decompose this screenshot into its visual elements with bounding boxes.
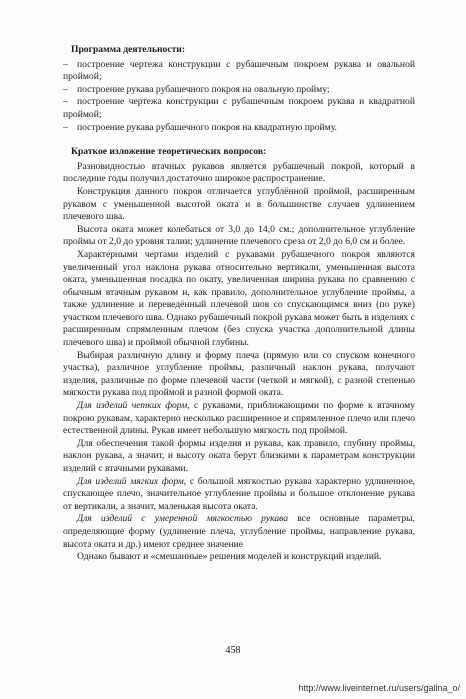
program-item: – построение рукава рубашечного покроя на овальную пройму; — [63, 83, 330, 95]
theory-paragraph: Для обеспечения такой формы изделия и рукава, как правило, глубину проймы, наклон рукава, а значит, и высоту оката берут близкими к параметрам конструкции изделий с втачными рукавами. — [63, 437, 415, 474]
theory-paragraph: Характерными чертами изделий с рукавами рубашечного покроя являются увеличенный угол наклона рукава относительно вертикали, уменьшенная высота оката, уменьшенная посадка по окату, увеличенная ширина рукава по сравнению с обычным втачным рукавом и, как правило, дополнительное углубление проймы, а также удлинение и переведённый плечевой шов со спускающимся вниз (по руке) участком плечевого шва. Однако рубашечный покрой рукава может быть в изделиях с расширенным спрямленным плечом (без спуска участка дополнительной длины плечевого шва) и проймой обычной глубины. — [63, 248, 415, 349]
theory-paragraph: Для изделий четких форм, с рукавами, приближающими по форме к втачному покрою рукавам, характерно несколько расширенное и спрямленное плечо или плечо естественной длины. Рукав имеет небольшую мягкость под проймой. — [63, 400, 416, 437]
theory-paragraph: Для изделий мягких форм, с большой мягкостью рукава характерно удлиненное, спускающее плечо, значительное углубление проймы и большое отклонение рукава от вертикали, а значит, маленькая высота оката. — [63, 475, 415, 512]
theory-paragraph: Однако бывают и «смешанные» решения моделей и конструкций изделий. — [77, 551, 382, 563]
program-item: – построение рукава рубашечного покроя на квадратную пройму. — [63, 121, 337, 133]
theory-title: Краткое изложение теоретических вопросов: — [71, 146, 267, 158]
program-item: – построение чертежа конструкции с рубашечным покроем рукава и квадратной проймой; — [63, 96, 415, 120]
theory-paragraph: Разновидностью втачных рукавов является рубашечный покрой, который в последние годы получил достаточно широкое распространение. — [63, 160, 415, 185]
program-title: Программа деятельности: — [71, 44, 186, 55]
theory-paragraph: Высота оката может колебаться от 3,0 до 14,0 см.; дополнительное углубление проймы от 2,0 до уровня талии; удлинение плечевого среза от 2,0 до 6,0 см и более. — [63, 223, 415, 248]
theory-paragraph: Конструкция данного покроя отличается углублённой проймой, расширенным рукавом с уменьшенной высотой оката и в большинстве случаев удлинением плечевого шва. — [63, 185, 415, 223]
spacer — [63, 134, 415, 146]
theory-paragraph: Для изделий с умеренной мягкостью рукава все основные параметры, определяющие форму (удлинение плеча, углубление проймы, направление рукава, высота оката и др.) имеют среднее значение — [63, 513, 415, 550]
page-number: 458 — [225, 645, 241, 656]
program-item: – построение чертежа конструкции с рубашечным покроем рукава и овальной проймой; — [63, 58, 415, 83]
theory-paragraph: Выбирая различную длину и форму плеча (прямую или со спуском конечного участка), различное углубление проймы, различный наклон рукава, получают изделия, различные по форме плечевой части (четкой и мягкой), с разной степенью мягкости рукава под проймой и разной формой оката. — [63, 349, 415, 399]
watermark-url: http://www.liveinternet.ru/users/galina_o/ — [298, 683, 460, 693]
page-content — [63, 44, 415, 564]
